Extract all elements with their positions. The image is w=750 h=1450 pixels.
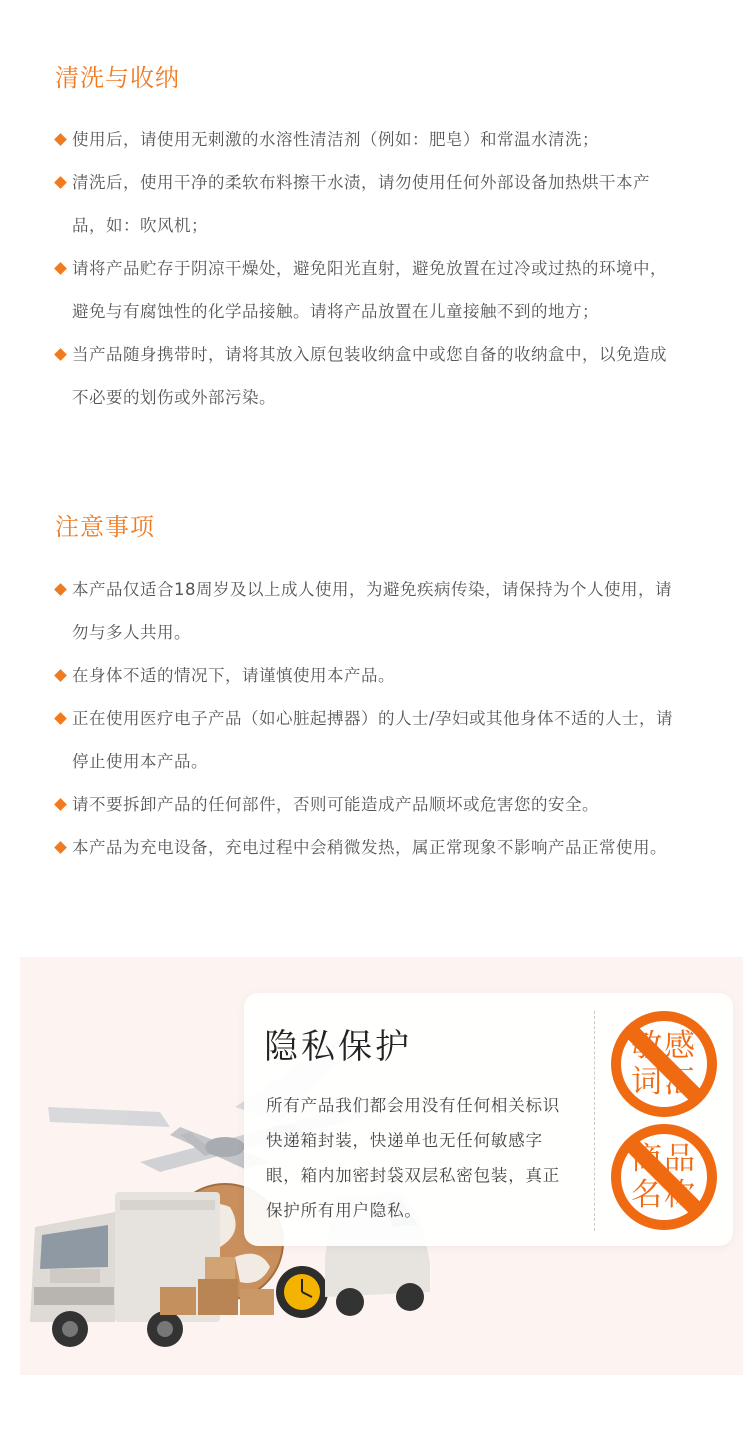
diamond-bullet-icon (54, 133, 67, 146)
badge-line-1: 商品 (631, 1141, 697, 1177)
privacy-line: 保护所有用户隐私。 (266, 1201, 422, 1220)
badge-line-2: 名称 (631, 1177, 697, 1213)
diamond-bullet-icon (54, 798, 67, 811)
dashed-divider (594, 1011, 595, 1231)
privacy-line: 眼，箱内加密封袋双层私密包装，真正 (266, 1166, 561, 1185)
list-item-text: 本产品仅适合18周岁及以上成人使用，为避免疾病传染，请保持为个人使用，请勿与多人共用。 (72, 580, 672, 642)
list-item-text: 使用后，请使用无刺激的水溶性清洁剂（例如：肥皂）和常温水清洗； (72, 130, 599, 149)
no-sensitive-words-icon (611, 1011, 717, 1117)
list-item-text: 请不要拆卸产品的任何部件，否则可能造成产品顺坏或危害您的安全。 (72, 795, 599, 814)
diamond-bullet-icon (54, 712, 67, 725)
diamond-bullet-icon (54, 841, 67, 854)
list-item-text: 清洗后，使用干净的柔软布料擦干水渍，请勿使用任何外部设备加热烘干本产品，如：吹风机； (72, 173, 650, 235)
no-product-name-icon (611, 1124, 717, 1230)
notes-section-title: 注意事项 (55, 513, 155, 541)
cleaning-list (55, 118, 680, 419)
list-item-text: 本产品为充电设备，充电过程中会稍微发热，属正常现象不影响产品正常使用。 (72, 838, 667, 857)
list-item-text: 当产品随身携带时，请将其放入原包装收纳盒中或您自备的收纳盒中，以免造成不必要的划伤或外部污染。 (72, 345, 667, 407)
privacy-line: 所有产品我们都会用没有任何相关标识 (266, 1096, 561, 1115)
diamond-bullet-icon (54, 348, 67, 361)
notes-list (55, 568, 680, 869)
truck-icon (30, 1192, 220, 1347)
list-item (55, 654, 680, 697)
clock-icon (276, 1266, 328, 1318)
privacy-description (266, 1088, 586, 1228)
privacy-title: 隐私保护 (264, 1027, 412, 1067)
list-item-text: 正在使用医疗电子产品（如心脏起搏器）的人士/孕妇或其他身体不适的人士，请停止使用本产品。 (72, 709, 674, 771)
list-item (55, 333, 680, 419)
list-item (55, 247, 680, 333)
list-item-text: 请将产品贮存于阴凉干燥处，避免阳光直射，避免放置在过冷或过热的环境中，避免与有腐蚀性的化学品接触。请将产品放置在儿童接触不到的地方； (72, 259, 667, 321)
diamond-bullet-icon (54, 583, 67, 596)
list-item (55, 783, 680, 826)
list-item (55, 118, 680, 161)
diamond-bullet-icon (54, 176, 67, 189)
list-item (55, 568, 680, 654)
diamond-bullet-icon (54, 262, 67, 275)
privacy-panel (20, 957, 743, 1375)
privacy-line: 快递箱封装，快递单也无任何敏感字 (266, 1131, 543, 1150)
badge-line-1: 敏感 (631, 1028, 697, 1064)
privacy-card (244, 993, 733, 1246)
list-item (55, 826, 680, 869)
list-item (55, 161, 680, 247)
cleaning-section-title: 清洗与收纳 (55, 64, 180, 92)
badge-line-2: 词汇 (631, 1064, 697, 1100)
list-item (55, 697, 680, 783)
list-item-text: 在身体不适的情况下，请谨慎使用本产品。 (72, 666, 395, 685)
diamond-bullet-icon (54, 669, 67, 682)
